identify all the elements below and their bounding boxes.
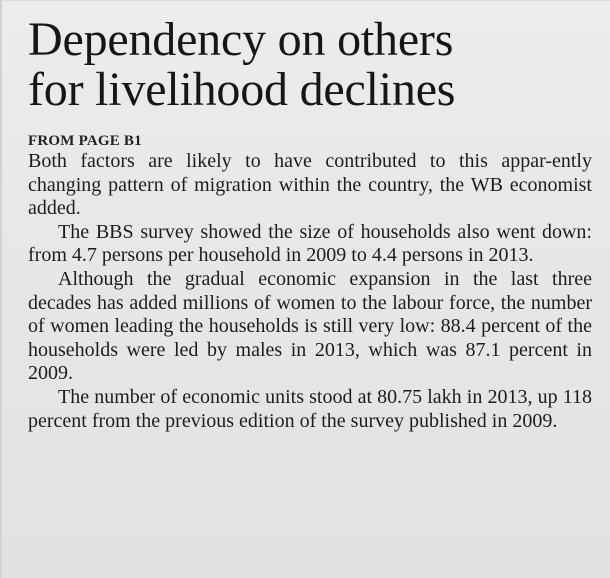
paragraph-2: The BBS survey showed the size of households also went down: from 4.7 persons per household in 2009 to 4.4 persons in 2013.: [28, 220, 592, 267]
headline: [28, 15, 598, 115]
article-body: [28, 150, 592, 433]
paragraph-1: Both factors are likely to have contributed to this appar-ently changing pattern of migration within the country, the WB economist added.: [28, 150, 592, 220]
paragraph-3: Although the gradual economic expansion in the last three decades has added millions of women to the labour force, the number of women leading the households is still very low: 88.4 percent of the households were led by males in 2013, which was 87.1 percent in 2009.: [28, 267, 592, 385]
jump-line: FROM PAGE B1: [28, 133, 142, 149]
headline-line-2: for livelihood declines: [28, 63, 456, 116]
paragraph-4: The number of economic units stood at 80.75 lakh in 2013, up 118 percent from the previous edition of the survey published in 2009.: [28, 385, 592, 432]
headline-line-1: Dependency on others: [28, 13, 454, 66]
